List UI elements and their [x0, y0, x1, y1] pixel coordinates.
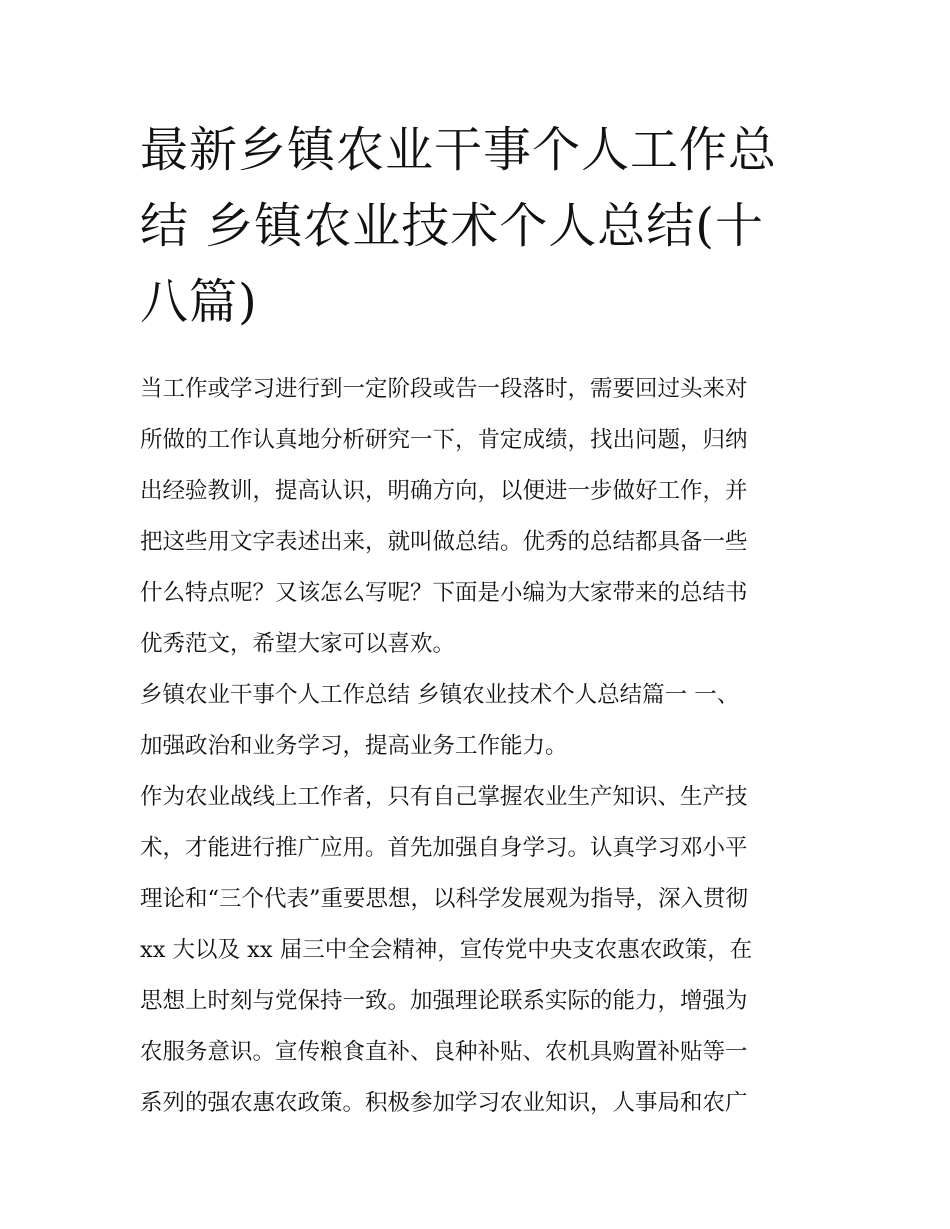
document-title: 最新乡镇农业干事个人工作总 结 乡镇农业技术个人总结(十 八篇) [140, 122, 778, 330]
paragraph-study: 作为农业战线上工作者，只有自己掌握农业生产知识、生产技 术，才能进行推广应用。首先加强自身学习。认真学习邓小平 理论和“三个代表”重要思想，以科学发展观为指导，深入贯彻 xx 大以及 xx 届三中全会精神，宣传党中央支农惠农政策，在 思想上时刻与党保持一致。加强理论联系实际的能力，增强为 农服务意识。宣传粮食直补、良种补贴、农机具购置补贴等一 系列的强农惠农政策。积极参加学习农业知识，人事局和农广 [140, 784, 753, 1116]
document-page [140, 112, 812, 1129]
paragraph-section-heading: 乡镇农业干事个人工作总结 乡镇农业技术个人总结篇一 一、 加强政治和业务学习，提高业务工作能力。 [140, 682, 740, 759]
paragraph-intro: 当工作或学习进行到一定阶段或告一段落时，需要回过头来对 所做的工作认真地分析研究一下，肯定成绩，找出问题，归纳 出经验教训，提高认识，明确方向，以便进一步做好工作，并 把这些用文字表述出来，就叫做总结。优秀的总结都具备一些 什么特点呢？又该怎么写呢？下面是小编为大家带来的总结书 优秀范文，希望大家可以喜欢。 [140, 376, 748, 657]
document-body [140, 364, 812, 1129]
